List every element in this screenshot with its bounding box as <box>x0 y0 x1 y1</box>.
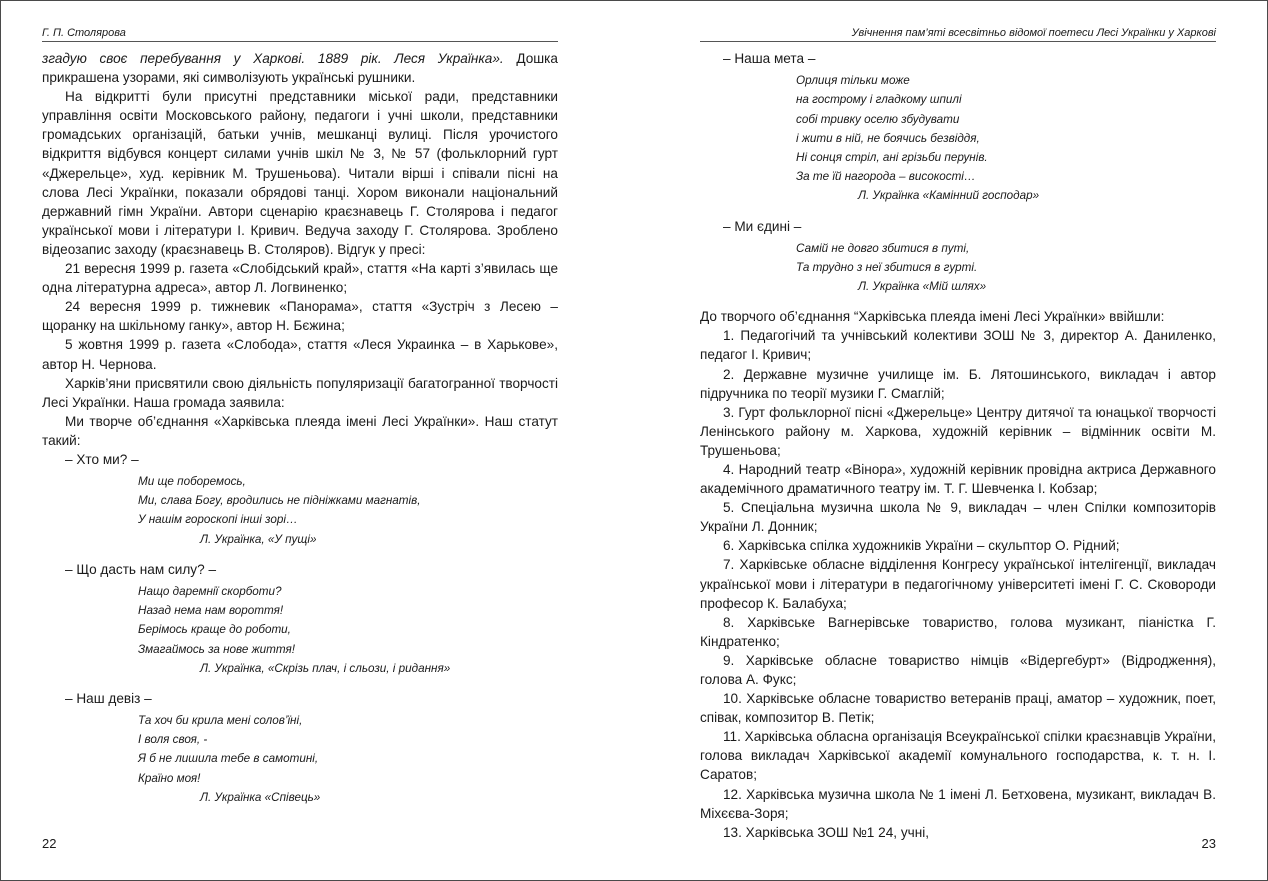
poem-line: собі тривку оселю збудувати <box>796 112 960 126</box>
statute-question: – Ми єдині – <box>723 218 802 234</box>
right-running-head: Увічнення пам’яті всесвітньо відомої поетеси Лесі Українки у Харкові <box>700 26 1216 42</box>
poem-line: Я б не лишила тебе в самотині, <box>138 752 319 766</box>
poem-line: Ні сонця стріл, ані грізьби перунів. <box>796 150 988 164</box>
poem-line: Ми, слава Богу, вродились не підніжками магнатів, <box>138 494 421 508</box>
intro-italic: згадую своє перебування у Харкові. 1889 рік. Леся Українка». <box>42 51 504 66</box>
list-item: 13. Харківська ЗОШ №1 24, учні, <box>723 824 930 840</box>
paragraph: Харків’яни присвятили свою діяльність популяризації багатогранної творчості Лесі Українки. Наша громада заявила: <box>42 375 558 410</box>
left-page-body <box>42 49 558 807</box>
list-item: 7. Харківське обласне відділення Конгресу української інтелігенції, викладач української мови і літератури в педагогічному університеті імені Г. С. Сковороди професор К. Балабуха; <box>700 557 1216 611</box>
intro-paragraph <box>42 49 558 87</box>
left-page <box>42 0 558 881</box>
poem-line: І воля своя, - <box>138 733 208 747</box>
poem-line: і жити в ній, не боячись безвіддя, <box>796 131 980 145</box>
poem-line: За те їй нагорода – високості… <box>796 170 976 184</box>
list-item: 2. Державне музичне училище ім. Б. Лятошинського, викладач і автор підручника по теорії музики Г. Смаглій; <box>700 366 1216 401</box>
poem-line: Орлиця тільки може <box>796 74 910 88</box>
poem-line: Берімось краще до роботи, <box>138 623 291 637</box>
statute-question: – Що дасть нам силу? – <box>65 561 216 577</box>
list-item: 11. Харківська обласна організація Всеукраїнської спілки краєзнавців України, голова викладач Харківської академії комунального господарства, к. т. н. І. Саратов; <box>700 729 1216 783</box>
poem-line: Ми ще поборемось, <box>138 475 246 489</box>
poem-quote <box>796 239 1216 297</box>
paragraph: 5 жовтня 1999 р. газета «Слобода», стаття «Леся Украинка – в Харькове», автор Н. Чернова. <box>42 337 558 372</box>
list-item: 6. Харківська спілка художників України – скульптор О. Рідний; <box>723 538 1120 554</box>
poem-author: Л. Українка «Мій шлях» <box>858 280 987 294</box>
paragraph: 24 вересня 1999 р. тижневик «Панорама», стаття «Зустріч з Лесею – щоранку на шкільному ганку», автор Н. Бєжина; <box>42 299 558 334</box>
poem-line: Та хоч би крила мені солов’їні, <box>138 714 303 728</box>
poem-line: на гострому і гладкому шпилі <box>796 93 962 107</box>
paragraph: На відкритті були присутні представники міської ради, представники управління освіти Московського району, педагоги і учні школи, представники громадських організацій, батьки учнів, мешканці вулиці. Після урочистого відкриття відбувся концерт силами учнів шкіл № 3, № 57 (фольклорний гурт «Джерельце», худ. керівник М. Трушеньова). Читали вірші і співали пісні на слова Лесі Українки, показали обрядові танці. Хором виконали національний державний гімн України. Автори сценарію краєзнавець Г. Столярова і педагог української мови і літератури І. Кривич. Ведуча заходу Г. Столярова. Зроблено відеозапис заходу (краєзнавець В. Столяров). Відгук у пресі: <box>42 89 558 257</box>
poem-author: Л. Українка «Камінний господар» <box>858 189 1040 203</box>
poem-line: У нашім гороскопі інші зорі… <box>138 513 298 527</box>
list-item: 1. Педагогічий та учнівський колективи ЗОШ № 3, директор А. Даниленко, педагог І. Кривич; <box>700 328 1216 363</box>
list-item: 12. Харківська музична школа № 1 імені Л. Бетховена, музикант, викладач В. Міхєєва-Зоря; <box>700 786 1216 821</box>
list-item: 9. Харківське обласне товариство німців «Відергебурт» (Відродження), голова А. Фукс; <box>700 652 1216 687</box>
list-item: 3. Гурт фольклорної пісні «Джерельце» Центру дитячої та юнацької творчості Ленінського району м. Харкова, художній керівник – відмінник освіти М. Трушеньова; <box>700 404 1216 458</box>
statute-question: – Наш девіз – <box>65 690 152 706</box>
right-page-body <box>700 49 1216 842</box>
poem-author: Л. Українка «Співець» <box>200 790 321 804</box>
poem-quote <box>138 472 558 549</box>
poem-quote <box>138 582 558 678</box>
list-item: 8. Харківське Вагнерівське товариство, голова музикант, піаністка Г. Кіндратенко; <box>700 614 1216 649</box>
poem-author: Л. Українка, «У пущі» <box>200 532 317 546</box>
list-item: 4. Народний театр «Вінора», художній керівник провідна актриса Державного академічного драматичного театру ім. Т. Г. Шевченка І. Кобзар; <box>700 461 1216 497</box>
page-number: 23 <box>1201 836 1216 851</box>
poem-quote <box>138 711 558 807</box>
list-intro: До творчого об’єднання “Харківська плеяда імені Лесі Українки» ввійшли: <box>700 309 1165 325</box>
right-page <box>700 0 1216 881</box>
poem-line: Та трудно з неї збитися в гурті. <box>796 260 978 274</box>
paragraph: Ми творче об’єднання «Харківська плеяда імені Лесі Українки». Наш статут такий: <box>42 413 558 448</box>
paragraph: 21 вересня 1999 р. газета «Слобідський край», стаття «На карті з’явилась ще одна літературна адреса», автор Л. Логвиненко; <box>42 261 558 296</box>
poem-line: Самій не довго збитися в путі, <box>796 241 970 255</box>
poem-quote <box>796 71 1216 205</box>
poem-line: Змагаймось за нове життя! <box>138 642 296 656</box>
intro-rest: Дошка прикрашена узорами, які символізують українські рушники. <box>42 51 558 86</box>
poem-line: Нащо даремнії скорботи? <box>138 584 282 598</box>
statute-question: – Наша мета – <box>723 51 816 66</box>
poem-line: Країно моя! <box>138 771 201 785</box>
left-running-head: Г. П. Столярова <box>42 26 558 42</box>
page-number: 22 <box>42 836 57 851</box>
poem-line: Назад нема нам вороття! <box>138 604 284 618</box>
poem-author: Л. Українка, «Скрізь плач, і сльози, і ридання» <box>200 661 451 675</box>
list-item: 5. Спеціальна музична школа № 9, викладач – член Спілки композиторів України Л. Донник; <box>700 500 1216 535</box>
statute-question: – Хто ми? – <box>65 451 139 467</box>
list-item: 10. Харківське обласне товариство ветеранів праці, аматор – художник, поет, співак, композитор В. Петік; <box>700 691 1216 726</box>
